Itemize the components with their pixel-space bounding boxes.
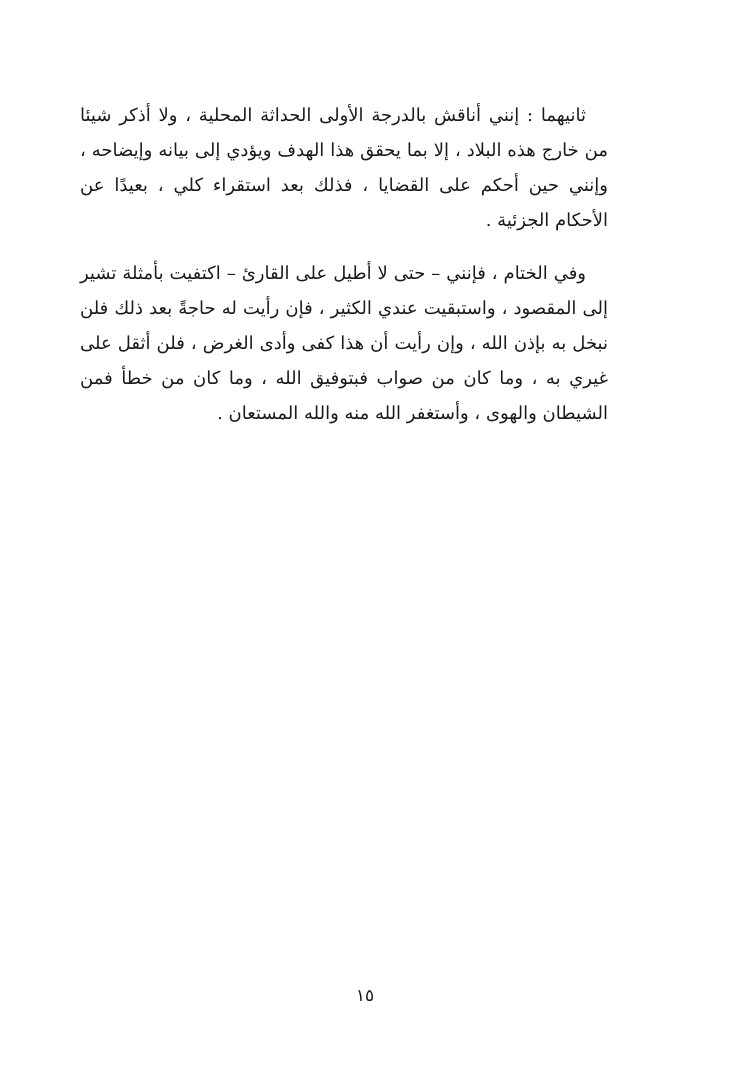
paragraph-closing: وفي الختام ، فإنني – حتى لا أطيل على القارئ – اكتفيت بأمثلة تشير إلى المقصود ، واستبقيت عندي الكثير ، فإن رأيت له حاجةً بعد ذلك فلن نبخل به بإذن الله ، وإن رأيت أن هذا كفى وأدى الغرض ، فلن أثقل على غيري به ، وما كان من صواب فبتوفيق الله ، وما كان من خطأ فمن الشيطان والهوى ، وأستغفر الله منه والله المستعان . bbox=[80, 263, 609, 424]
body-text bbox=[80, 98, 608, 431]
paragraph-first: ثانيهما : إنني أناقش بالدرجة الأولى الحداثة المحلية ، ولا أذكر شيئا من خارج هذه البلاد ، إلا بما يحقق هذا الهدف ويؤدي إلى بيانه وإيضاحه ، وإنني حين أحكم على القضايا ، فذلك بعد استقراء كلي ، بعيدًا عن الأحكام الجزئية . bbox=[80, 105, 608, 231]
page-number: ١٥ bbox=[355, 986, 375, 1006]
